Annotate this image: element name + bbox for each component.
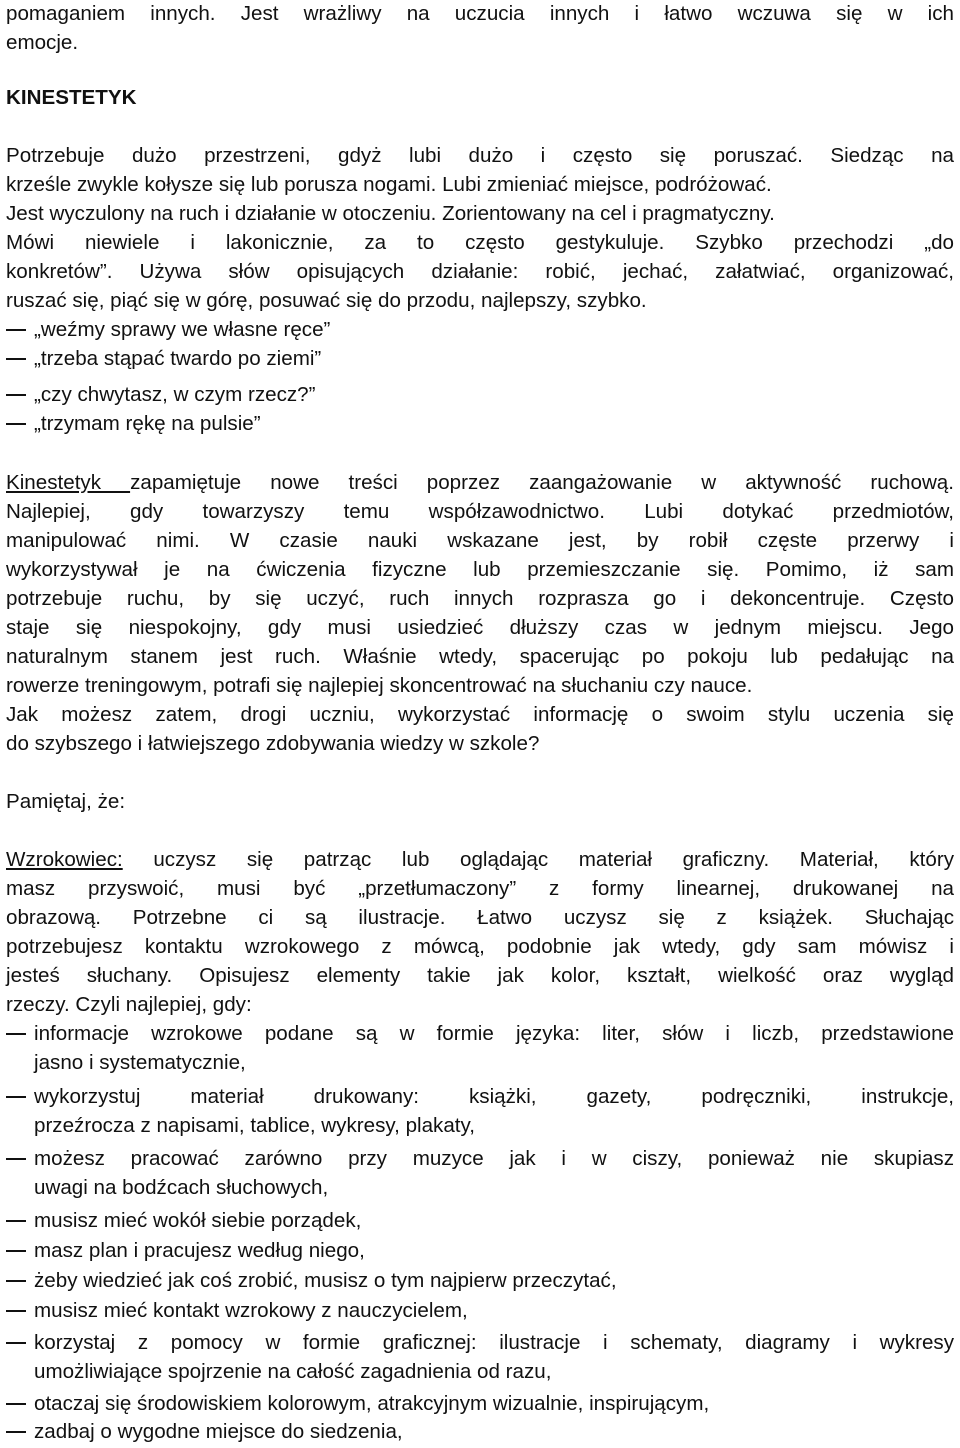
phrase-text: „trzymam rękę na pulsie” [34,412,261,435]
text-line: wykorzystywał je na ćwiczenia fizyczne lub przemieszczanie się. Pomimo, iż sam [6,558,954,581]
text-line: emocje. [6,31,79,54]
wzrokowiec-term: Wzrokowiec: [6,848,123,871]
dash-bullet [6,358,26,360]
list-item-text: jasno i systematycznie, [34,1051,246,1074]
list-item-text: umożliwiające spojrzenie na całość zagadnienia od razu, [34,1360,552,1383]
list-item-text: otaczaj się środowiskiem kolorowym, atrakcyjnym wizualnie, inspirującym, [34,1392,710,1415]
list-item-text: uwagi na bodźcach słuchowych, [34,1176,329,1199]
phrase-text: „czy chwytasz, w czym rzecz?” [34,383,316,406]
dash-bullet [6,1220,26,1222]
list-item-text: żeby wiedzieć jak coś zrobić, musisz o tym najpierw przeczytać, [34,1269,617,1292]
list-item-text: musisz mieć kontakt wzrokowy z nauczycielem, [34,1299,468,1322]
text-line: masz przyswoić, musi być „przetłumaczony” z formy linearnej, drukowanej na [6,877,954,900]
dash-bullet [6,1158,26,1160]
phrase-text: „weźmy sprawy we własne ręce” [34,318,331,341]
text-line: Najlepiej, gdy towarzyszy temu współzawodnictwo. Lubi dotykać przedmiotów, [6,500,954,523]
dash-bullet [6,1403,26,1405]
text-line: jesteś słuchany. Opisujesz elementy takie jak kolor, kształt, wielkość oraz wygląd [6,964,954,987]
text-run: uczysz się patrząc lub oglądając materiał graficzny. Materiał, który [122,848,954,871]
section-heading: KINESTETYK [6,86,137,109]
text-line: pomaganiem innych. Jest wrażliwy na uczucia innych i łatwo wczuwa się w ich [6,2,954,25]
text-line: rowerze treningowym, potrafi się najlepiej skoncentrować na słuchaniu czy nauce. [6,674,753,697]
text-line: Potrzebuje dużo przestrzeni, gdyż lubi dużo i często się poruszać. Siedząc na [6,144,954,167]
text-line [6,846,954,875]
remember-label: Pamiętaj, że: [6,790,126,813]
dash-bullet [6,1342,26,1344]
text-line: konkretów”. Używa słów opisujących działanie: robić, jechać, załatwiać, organizować, [6,260,954,283]
dash-bullet [6,1431,26,1433]
list-item-text: korzystaj z pomocy w formie graficznej: ilustracje i schematy, diagramy i wykresy [34,1331,954,1354]
phrase-text: „trzeba stąpać twardo po ziemi” [34,347,322,370]
text-line: obrazową. Potrzebne ci są ilustracje. Łatwo uczysz się z książek. Słuchając [6,906,954,929]
text-line: manipulować nimi. W czasie nauki wskazane jest, by robił częste przerwy i [6,529,954,552]
text-line: naturalnym stanem jest ruch. Właśnie wtedy, spacerując po pokoju lub pedałując na [6,645,954,668]
text-line: Jest wyczulony na ruch i działanie w otoczeniu. Zorientowany na cel i pragmatyczny. [6,202,775,225]
list-item-text: możesz pracować zarówno przy muzyce jak i w ciszy, ponieważ nie skupiasz [34,1147,954,1170]
list-item-text: zadbaj o wygodne miejsce do siedzenia, [34,1420,403,1443]
list-item-text: przeźrocza z napisami, tablice, wykresy, plakaty, [34,1114,476,1137]
text-line: ruszać się, piąć się w górę, posuwać się do przodu, najlepszy, szybko. [6,289,647,312]
list-item-text: musisz mieć wokół siebie porządek, [34,1209,362,1232]
list-item-text: wykorzystuj materiał drukowany: książki, gazety, podręczniki, instrukcje, [34,1085,954,1108]
text-line: krześle zwykle kołysze się lub porusza nogami. Lubi zmieniać miejsce, podróżować. [6,173,772,196]
text-run: zapamiętuje nowe treści poprzez zaangażowanie w aktywność ruchową. [130,471,954,494]
dash-bullet [6,1250,26,1252]
dash-bullet [6,1096,26,1098]
list-item-text: informacje wzrokowe podane są w formie języka: liter, słów i liczb, przedstawione [34,1022,954,1045]
dash-bullet [6,1033,26,1035]
dash-bullet [6,1280,26,1282]
text-line: potrzebuje ruchu, by się uczyć, ruch innych rozprasza go i dekoncentruje. Często [6,587,954,610]
dash-bullet [6,423,26,425]
kinestetyk-term: Kinestetyk [6,471,131,494]
dash-bullet [6,394,26,396]
dash-bullet [6,329,26,331]
list-item-text: masz plan i pracujesz według niego, [34,1239,365,1262]
text-line: rzeczy. Czyli najlepiej, gdy: [6,993,252,1016]
text-line: Mówi niewiele i lakonicznie, za to często gestykuluje. Szybko przechodzi „do [6,231,954,254]
text-line: do szybszego i łatwiejszego zdobywania wiedzy w szkole? [6,732,540,755]
text-line [6,469,954,498]
text-line: Jak możesz zatem, drogi uczniu, wykorzystać informację o swoim stylu uczenia się [6,703,954,726]
text-line: potrzebujesz kontaktu wzrokowego z mówcą, podobnie jak wtedy, gdy sam mówisz i [6,935,954,958]
dash-bullet [6,1310,26,1312]
text-line: staje się niespokojny, gdy musi usiedzieć dłuższy czas w jednym miejscu. Jego [6,616,954,639]
